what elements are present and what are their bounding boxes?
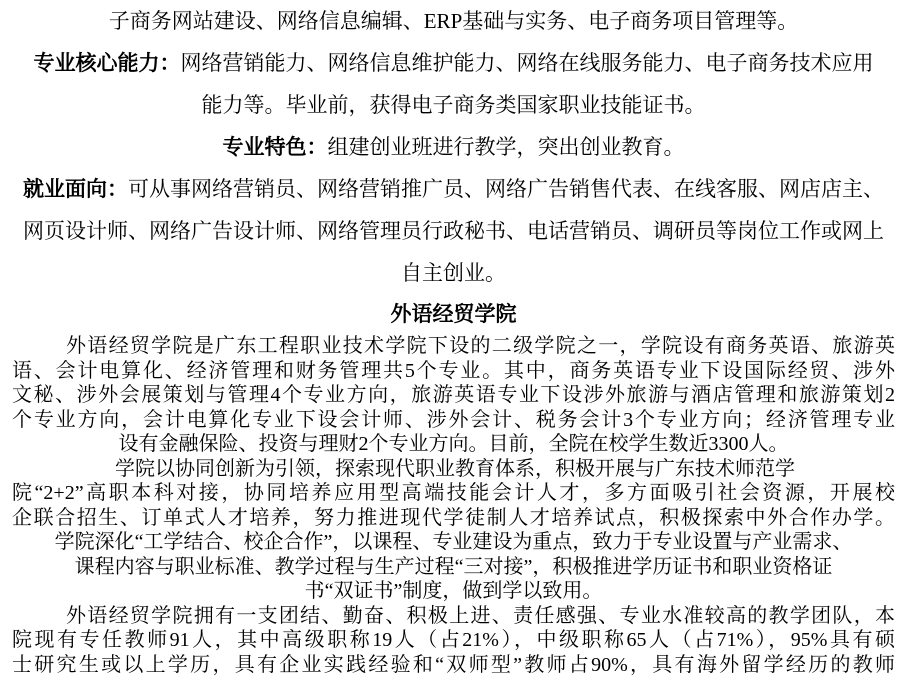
text-line bbox=[12, 210, 895, 252]
text-line: 课程内容与职业标准、教学过程与生产过程“三对接”，积极推进学历证书和职业资格证 bbox=[74, 555, 833, 578]
text-line: 书“双证书”制度，做到学以致用。 bbox=[304, 580, 603, 602]
text-line: 文秘、涉外会展策划与管理4个专业方向，旅游英语专业下设涉外旅游与酒店管理和旅游策划2 bbox=[12, 384, 895, 406]
line-text: 网络营销能力、网络信息维护能力、网络在线服务能力、电子商务技术应用 bbox=[180, 51, 874, 75]
text-line: 学院深化“工学结合、校企合作”，以课程、专业建设为重点，致力于专业设置与产业需求、 bbox=[54, 531, 853, 553]
text-line: 院“2+2”高职本科对接，协同培养应用型高端技能会计人才，多方面吸引社会资源，开展校 bbox=[12, 482, 895, 504]
text-line bbox=[12, 126, 895, 168]
line-text: 可从事网络营销员、网络营销推广员、网络广告销售代表、在线客服、网店店主、 bbox=[128, 177, 884, 201]
text-line: 学院以协同创新为引领，探索现代职业教育体系，积极开展与广东技术师范学 bbox=[115, 457, 795, 480]
text-line bbox=[12, 168, 895, 210]
college-heading: 外语经贸学院 bbox=[390, 302, 517, 326]
text-line: 企联合招生、订单式人才培养，努力推进现代学徒制人才培养试点，积极探索中外合作办学。 bbox=[12, 506, 895, 529]
text-line: 士研究生或以上学历，具有企业实践经验和“双师型”教师占90%，具有海外留学经历的教师 bbox=[12, 653, 895, 676]
text-line: 语、会计电算化、经济管理和财务管理共5个专业。其中，商务英语专业下设国际经贸、涉外 bbox=[12, 359, 895, 382]
field-label: 专业核心能力： bbox=[33, 51, 181, 75]
text-line bbox=[12, 252, 895, 294]
text-line: 个专业方向，会计电算化专业下设会计师、涉外会计、税务会计3个专业方向；经济管理专业 bbox=[12, 408, 895, 431]
text-line bbox=[12, 42, 895, 84]
field-label: 专业特色： bbox=[222, 135, 328, 159]
college-intro-section bbox=[0, 334, 907, 677]
line-text: 子商务网站建设、网络信息编辑、ERP基础与实务、电子商务项目管理等。 bbox=[108, 9, 799, 33]
text-line: 设有金融保险、投资与理财2个专业方向。目前，全院在校学生数近3300人。 bbox=[118, 433, 789, 455]
text-line bbox=[12, 0, 895, 42]
text-line: 外语经贸学院拥有一支团结、勤奋、积极上进、责任感强、专业水准较高的教学团队，本 bbox=[66, 604, 895, 627]
line-text: 组建创业班进行教学，突出创业教育。 bbox=[327, 135, 685, 159]
text-line: 外语经贸学院是广东工程职业技术学院下设的二级学院之一，学院设有商务英语、旅游英 bbox=[66, 335, 895, 357]
line-text: 网页设计师、网络广告设计师、网络管理员行政秘书、电话营销员、调研员等岗位工作或网上 bbox=[23, 219, 884, 243]
ecommerce-major-section bbox=[0, 0, 907, 294]
line-text: 自主创业。 bbox=[401, 261, 506, 285]
field-label: 就业面向： bbox=[23, 177, 128, 201]
line-text: 能力等。毕业前，获得电子商务类国家职业技能证书。 bbox=[201, 93, 706, 117]
text-line bbox=[12, 84, 895, 126]
text-line: 院现有专任教师91人，其中高级职称19人（占21%），中级职称65人（占71%），95%具有硕 bbox=[12, 629, 895, 651]
